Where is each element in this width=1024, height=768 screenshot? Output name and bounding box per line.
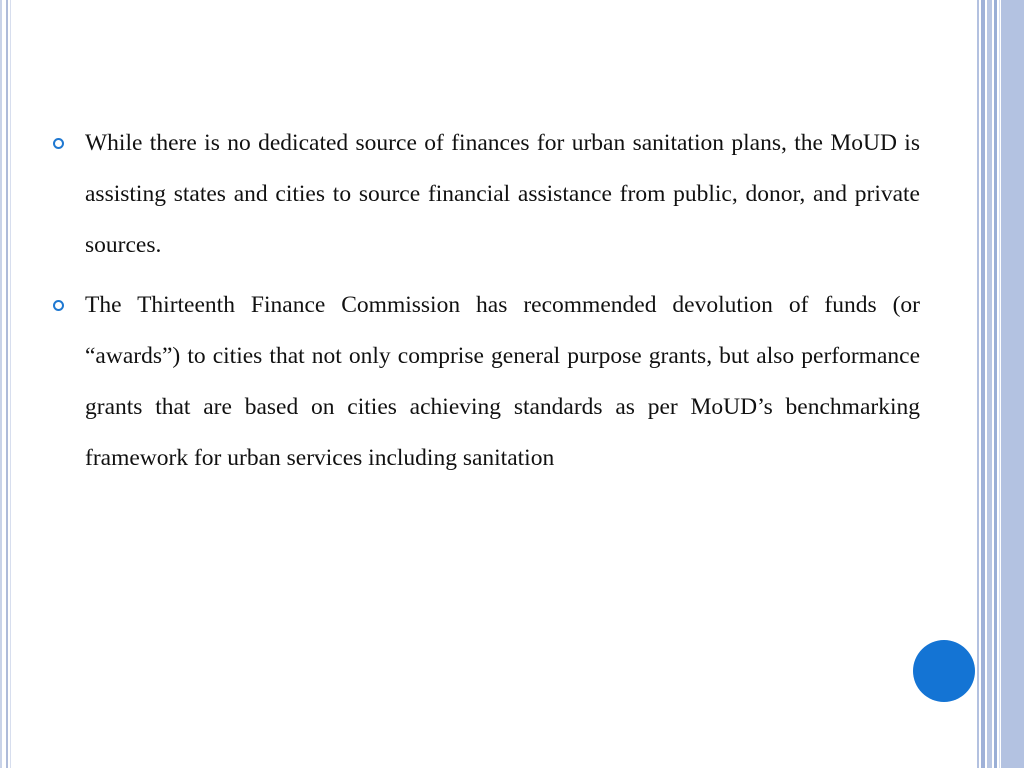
bullet-text: The Thirteenth Finance Commission has recommended devolution of funds (or “awards”) to cities that not only comprise general purpose grants, but also performance grants that are based on cities achieving standards as per MoUD’s benchmarking framework for urban services including sanitation: [85, 292, 920, 471]
left-border-line: [0, 0, 2, 768]
right-border-stripe: [981, 0, 985, 768]
right-border-stripe: [1001, 0, 1024, 768]
bullet-text: While there is no dedicated source of finances for urban sanitation plans, the MoUD is assisting states and cities to source financial assistance from public, donor, and private sources.: [85, 130, 920, 258]
hollow-circle-bullet-icon: [53, 138, 64, 149]
left-border-line: [10, 0, 11, 768]
right-border-stripe: [999, 0, 1000, 768]
left-border-line: [6, 0, 8, 768]
bullet-list: [52, 118, 920, 493]
bullet-item: [52, 280, 920, 484]
bullet-item: [52, 118, 920, 271]
right-border-stripe: [977, 0, 979, 768]
blue-circle-decoration-icon: [913, 640, 975, 702]
right-border-stripe: [994, 0, 997, 768]
right-border-stripe: [987, 0, 992, 768]
hollow-circle-bullet-icon: [53, 300, 64, 311]
